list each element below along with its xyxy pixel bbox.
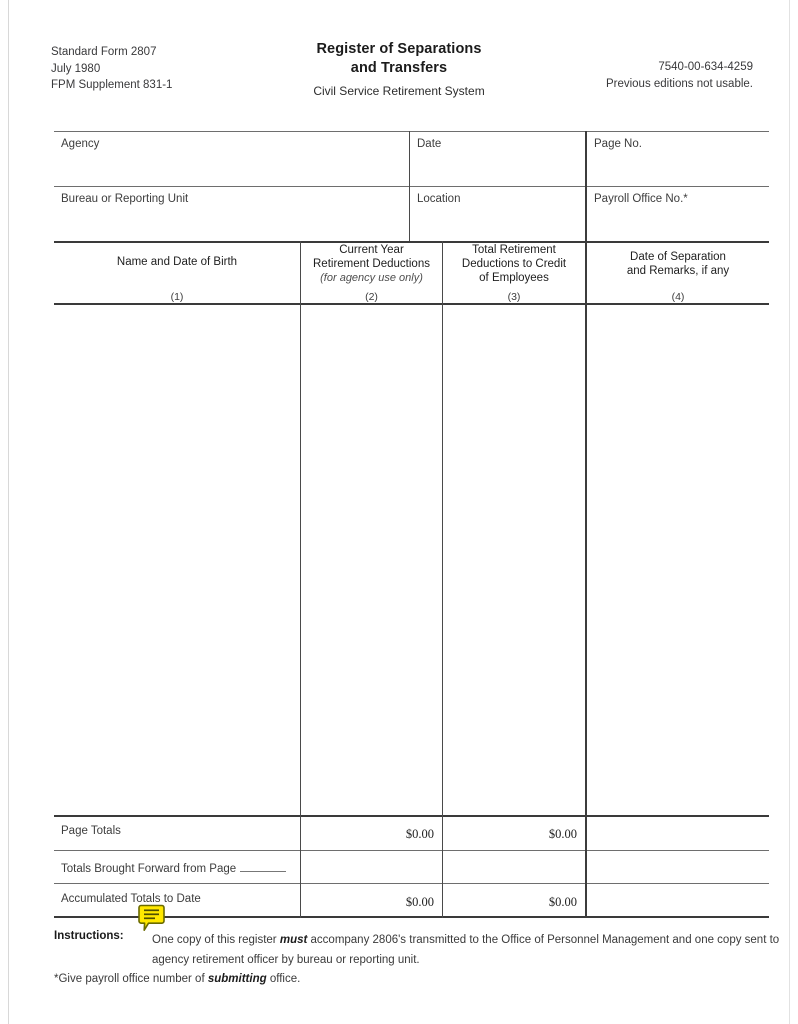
accumulated-totals-col2-value: $0.00 bbox=[405, 895, 434, 909]
accumulated-totals-col3-value: $0.00 bbox=[548, 895, 577, 909]
column-header-1 bbox=[54, 255, 300, 269]
field-label-bureau: Bureau or Reporting Unit bbox=[61, 193, 189, 205]
column-header-2-line2: Retirement Deductions bbox=[313, 258, 430, 270]
column-header-4-line2: and Remarks, if any bbox=[626, 265, 730, 277]
page-totals-col3-value: $0.00 bbox=[548, 827, 577, 841]
comment-bubble-icon[interactable] bbox=[138, 904, 165, 932]
form-identifier-block bbox=[51, 44, 172, 94]
column-number-4: (4) bbox=[671, 291, 685, 303]
rule-under-agency-row bbox=[54, 186, 769, 187]
column-number-3: (3) bbox=[507, 291, 521, 303]
instructions-emphasis-must: must bbox=[279, 934, 308, 946]
form-title-line2: and Transfers bbox=[350, 60, 448, 76]
brought-forward-text: Totals Brought Forward from Page bbox=[61, 863, 237, 875]
rule-under-page-totals bbox=[54, 850, 769, 851]
footnote-part-b: office. bbox=[266, 973, 301, 985]
divider-agency-date bbox=[409, 131, 410, 241]
field-label-agency: Agency bbox=[61, 138, 100, 150]
form-date: July 1980 bbox=[51, 62, 101, 75]
row-label-brought-forward bbox=[61, 860, 286, 875]
footnote-part-a: *Give payroll office number of bbox=[54, 973, 208, 985]
column-header-4 bbox=[587, 250, 769, 278]
column-header-2 bbox=[301, 243, 442, 285]
stock-number-block bbox=[606, 59, 753, 92]
instructions-line2: one copy sent to agency retirement officer by bureau or reporting unit. bbox=[152, 934, 780, 966]
column-header-4-line1: Date of Separation bbox=[630, 251, 726, 263]
rule-under-brought-forward bbox=[54, 883, 769, 884]
instructions-text bbox=[152, 930, 798, 970]
brought-forward-page-blank[interactable] bbox=[240, 860, 286, 872]
column-header-3 bbox=[443, 243, 585, 285]
form-title-block bbox=[239, 40, 559, 100]
entry-rows-area[interactable] bbox=[54, 305, 769, 813]
form-page bbox=[8, 0, 790, 1024]
field-label-date: Date bbox=[417, 138, 442, 150]
form-number: Standard Form 2807 bbox=[51, 46, 157, 58]
instructions-line1-part-a: One copy of this register bbox=[152, 934, 280, 946]
form-supplement: FPM Supplement 831-1 bbox=[51, 79, 173, 91]
previous-editions-note: Previous editions not usable. bbox=[605, 77, 753, 90]
field-label-page-no: Page No. bbox=[594, 138, 642, 150]
stock-number: 7540-00-634-4259 bbox=[658, 61, 753, 73]
column-number-2: (2) bbox=[365, 291, 378, 303]
row-label-accumulated-totals: Accumulated Totals to Date bbox=[61, 893, 201, 905]
rule-above-page-totals bbox=[54, 815, 769, 817]
rule-top bbox=[54, 131, 769, 132]
field-label-payroll-office: Payroll Office No.* bbox=[594, 193, 688, 205]
column-header-2-note: (for agency use only) bbox=[320, 272, 423, 284]
footnote-emphasis-submitting: submitting bbox=[207, 973, 267, 985]
page-totals-col2-value: $0.00 bbox=[405, 827, 434, 841]
masthead bbox=[9, 40, 789, 112]
column-header-3-line1: Total Retirement bbox=[472, 244, 556, 256]
column-header-3-line3: of Employees bbox=[479, 272, 549, 284]
column-header-2-line1: Current Year bbox=[339, 244, 404, 256]
field-label-location: Location bbox=[417, 193, 461, 205]
form-title-line1: Register of Separations bbox=[316, 41, 482, 57]
instructions-label: Instructions: bbox=[54, 930, 124, 942]
instructions-line1-part-b: accompany 2806's transmitted to the Office of Personnel Management and bbox=[307, 934, 692, 946]
row-label-page-totals: Page Totals bbox=[61, 825, 121, 837]
footnote-payroll-office bbox=[54, 973, 300, 985]
column-header-1-line1: Name and Date of Birth bbox=[116, 256, 238, 268]
form-subtitle: Civil Service Retirement System bbox=[313, 84, 485, 98]
column-header-3-line2: Deductions to Credit bbox=[461, 258, 567, 270]
column-number-1: (1) bbox=[170, 291, 184, 303]
